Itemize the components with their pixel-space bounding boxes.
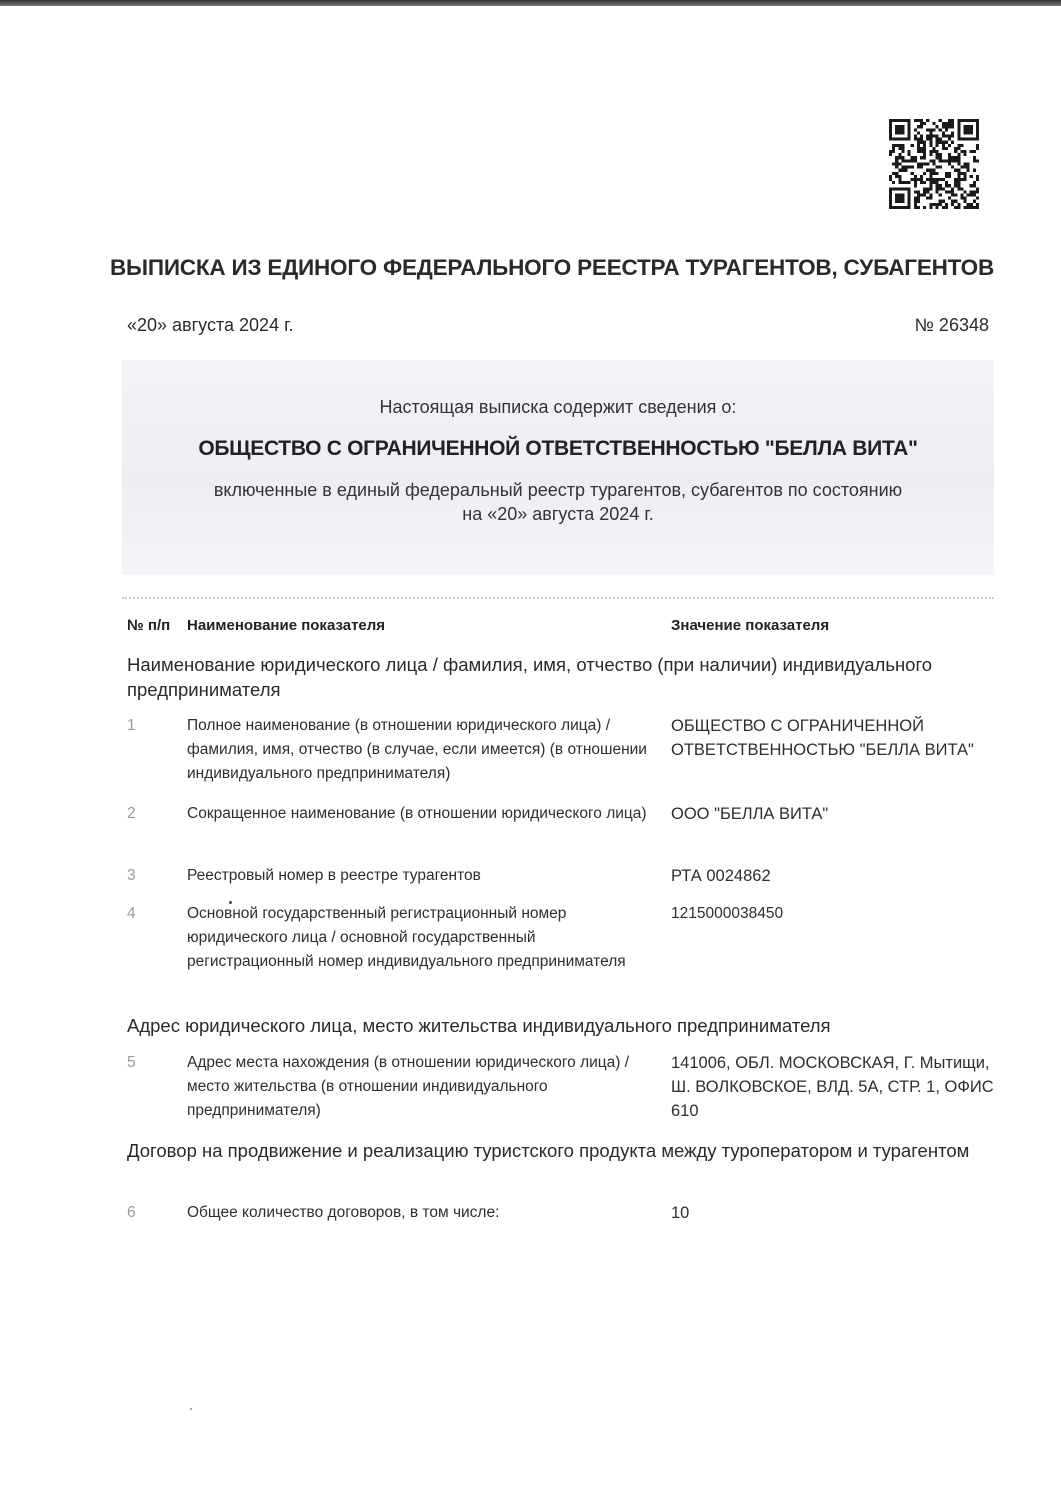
document-number: № 26348 [914,315,989,335]
row-label: Основной государственный регистрационный номер юридического лица / основной государственный регистрационный номер индивидуального предпринимателя [187,905,626,970]
document-date: «20» августа 2024 г. [127,315,294,335]
section-heading-contracts: Договор на продвижение и реализацию туристского продукта между туроператором и турагентом [127,1140,970,1161]
row-value: ОБЩЕСТВО С ОГРАНИЧЕННОЙ ОТВЕТСТВЕННОСТЬЮ "БЕЛЛА ВИТА" [671,717,974,759]
header-name: Наименование показателя [187,617,386,634]
info-intro: Настоящая выписка содержит сведения о: [379,397,737,417]
section-heading-address: Адрес юридического лица, место жительства индивидуального предпринимателя [127,1015,831,1036]
header-value: Значение показателя [671,617,830,634]
row-value: 141006, ОБЛ. МОСКОВСКАЯ, Г. Мытищи, Ш. ВОЛКОВСКОЕ, ВЛД. 5А, СТР. 1, ОФИС 610 [671,1054,994,1120]
info-note: включенные в единый федеральный реестр турагентов, субагентов по состоянию на «20» августа 2024 г. [213,480,903,524]
row-value: 10 [671,1204,690,1222]
document-title: ВЫПИСКА ИЗ ЕДИНОГО ФЕДЕРАЛЬНОГО РЕЕСТРА ТУРАГЕНТОВ, СУБАГЕНТОВ [109,255,995,280]
row-label: Полное наименование (в отношении юридического лица) / фамилия, имя, отчество (в случае, если имеется) (в отношении индивидуального предпринимателя) [187,717,647,782]
info-box [122,360,994,575]
scan-speck [229,901,232,904]
section-heading-name: Наименование юридического лица / фамилия, имя, отчество (при наличии) индивидуального предпринимателя [127,654,933,700]
row-value: ООО "БЕЛЛА ВИТА" [671,805,829,823]
row-number: 4 [127,905,136,922]
scan-edge [0,0,1061,6]
row-number: 1 [127,717,136,734]
row-number: 6 [127,1204,136,1221]
row-label: Сокращенное наименование (в отношении юридического лица) [187,805,647,822]
row-number: 5 [127,1054,136,1071]
row-value: РТА 0024862 [671,867,771,885]
qr-code-icon [889,119,979,209]
row-label: Реестровый номер в реестре турагентов [187,867,481,884]
scan-speck [190,1408,192,1410]
row-value: 1215000038450 [671,905,784,922]
divider [122,597,994,599]
row-number: 3 [127,867,136,884]
row-label: Общее количество договоров, в том числе: [187,1204,500,1221]
row-number: 2 [127,805,136,822]
header-num: № п/п [127,617,171,634]
row-label: Адрес места нахождения (в отношении юридического лица) / место жительства (в отношении индивидуального предпринимателя) [187,1054,630,1119]
company-name: ОБЩЕСТВО С ОГРАНИЧЕННОЙ ОТВЕТСТВЕННОСТЬЮ "БЕЛЛА ВИТА" [198,437,918,460]
